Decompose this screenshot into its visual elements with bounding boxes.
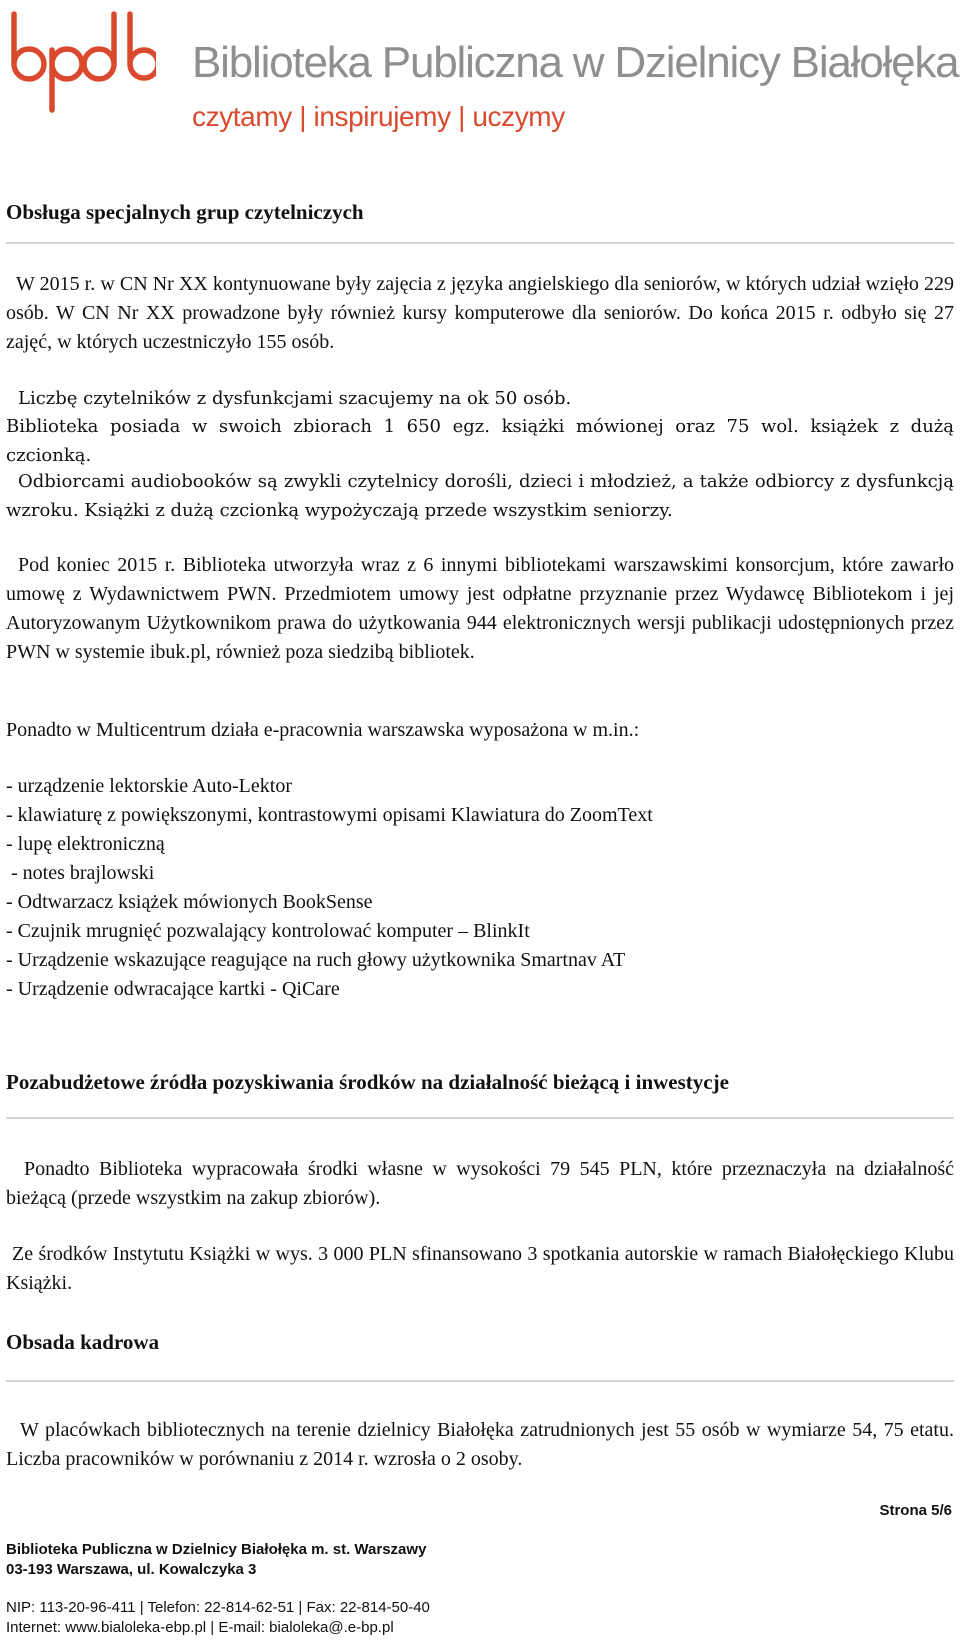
special-groups-paragraph-6: Ponadto w Multicentrum działa e-pracownia warszawska wyposażona w m.in.: bbox=[6, 719, 640, 741]
page-number: Strona 5/6 bbox=[879, 1502, 952, 1519]
equipment-item: - Urządzenie wskazujące reagujące na ruch głowy użytkownika Smartnav AT bbox=[6, 949, 626, 971]
footer-contact-web: Internet: www.bialoleka-ebp.pl | E-mail: bialoleka@.e-bp.pl bbox=[6, 1619, 394, 1636]
equipment-item: - urządzenie lektorskie Auto-Lektor bbox=[6, 775, 292, 797]
bpdb-logo-icon bbox=[6, 6, 156, 116]
special-groups-paragraph-5: Pod koniec 2015 r. Biblioteka utworzyła wraz z 6 innymi bibliotekami warszawskimi konsorcjum, które zawarło umowę z Wydawnictwem PWN. Przedmiotem umowy jest odpłatne przyznanie przez Wydawcę Bibliotekom i jej Autoryzowanym Użytkownikom prawa do użytkowania 944 elektronicznych wersji publikacji udostępnionych przez PWN w systemie ibuk.pl, również poza siedzibą bibliotek. bbox=[6, 554, 954, 663]
footer-org-address: 03-193 Warszawa, ul. Kowalczyka 3 bbox=[6, 1561, 257, 1578]
funding-paragraph-1: Ponadto Biblioteka wypracowała środki własne w wysokości 79 545 PLN, które przeznaczyła na działalność bieżącą (przede wszystkim na zakup zbiorów). bbox=[6, 1158, 954, 1209]
section-heading-funding: Pozabudżetowe źródła pozyskiwania środków na działalność bieżącą i inwestycje bbox=[6, 1070, 729, 1094]
footer-contact bbox=[6, 1598, 430, 1638]
library-name: Biblioteka Publiczna w Dzielnicy Białołęka bbox=[192, 38, 959, 87]
equipment-item: - notes brajlowski bbox=[6, 862, 155, 884]
equipment-list bbox=[6, 772, 954, 1004]
library-tagline: czytamy | inspirujemy | uczymy bbox=[192, 101, 565, 132]
section-heading-staff: Obsada kadrowa bbox=[6, 1330, 160, 1354]
special-groups-paragraph-1: W 2015 r. w CN Nr XX kontynuowane były zajęcia z języka angielskiego dla seniorów, w których udział wzięło 229 osób. W CN Nr XX prowadzone były również kursy komputerowe dla seniorów. Do końca 2015 r. odbyło się 27 zajęć, w których uczestniczyło 155 osób. bbox=[6, 273, 954, 353]
footer-org-name: Biblioteka Publiczna w Dzielnicy Białołęka m. st. Warszawy bbox=[6, 1541, 427, 1558]
equipment-item: - Odtwarzacz książek mówionych BookSense bbox=[6, 891, 373, 913]
funding-paragraph-2: Ze środków Instytutu Książki w wys. 3 000 PLN sfinansowano 3 spotkania autorskie w ramach Białołęckiego Klubu Książki. bbox=[6, 1243, 954, 1294]
footer-organization bbox=[6, 1540, 426, 1580]
special-groups-paragraph-3: Biblioteka posiada w swoich zbiorach 1 650 egz. książki mówionej oraz 75 wol. książek z dużą czcionką. bbox=[6, 416, 954, 466]
staff-paragraph-1: W placówkach bibliotecznych na terenie dzielnicy Białołęka zatrudnionych jest 55 osób w wymiarze 54, 75 etatu. Liczba pracowników w porównaniu z 2014 r. wzrosła o 2 osoby. bbox=[6, 1419, 954, 1470]
equipment-item: - Urządzenie odwracające kartki - QiCare bbox=[6, 978, 340, 1000]
special-groups-paragraph-2: Liczbę czytelników z dysfunkcjami szacujemy na ok 50 osób. bbox=[18, 388, 572, 409]
equipment-item: - lupę elektroniczną bbox=[6, 833, 165, 855]
special-groups-paragraph-4: Odbiorcami audiobooków są zwykli czytelnicy dorośli, dzieci i młodzież, a także odbiorcy z dysfunkcją wzroku. Książki z dużą czcionką wypożyczają przede wszystkim seniorzy. bbox=[6, 471, 954, 521]
section-divider bbox=[6, 1380, 954, 1382]
equipment-item: - Czujnik mrugnięć pozwalający kontrolować komputer – BlinkIt bbox=[6, 920, 530, 942]
section-divider bbox=[6, 242, 954, 244]
equipment-item: - klawiaturę z powiększonymi, kontrastowymi opisami Klawiatura do ZoomText bbox=[6, 804, 653, 826]
section-divider bbox=[6, 1117, 954, 1119]
footer-contact-phones: NIP: 113-20-96-411 | Telefon: 22-814-62-51 | Fax: 22-814-50-40 bbox=[6, 1599, 430, 1616]
section-heading-special-groups: Obsługa specjalnych grup czytelniczych bbox=[6, 200, 364, 224]
